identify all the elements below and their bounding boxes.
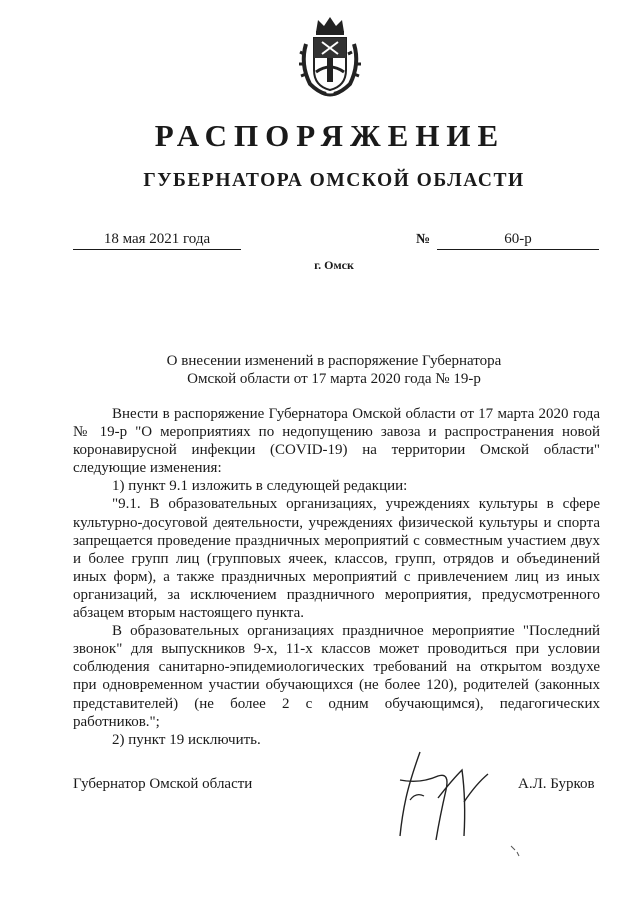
body-paragraph: Внести в распоряжение Губернатора Омской области от 17 марта 2020 года № 19-р "О мероприятиях по недопущению завоза и распространения новой коронавирусной инфекции (COVID-19) на территории Омской области" следующие изменения: [73, 406, 600, 477]
document-type-title: РАСПОРЯЖЕНИЕ [154, 118, 506, 153]
number-sign: № [416, 232, 431, 247]
document-body [73, 405, 600, 749]
signatory-name: А.Л. Бурков [518, 776, 595, 792]
handwritten-signature-icon [380, 740, 500, 848]
city-label: г. Омск [314, 258, 354, 272]
issuer-subtitle: ГУБЕРНАТОРА ОМСКОЙ ОБЛАСТИ [143, 170, 525, 191]
document-number: 60-р [437, 230, 599, 250]
body-paragraph: 1) пункт 9.1 изложить в следующей редакции: [112, 478, 408, 495]
document-date: 18 мая 2021 года [73, 230, 241, 250]
omsk-coat-of-arms-icon [296, 14, 364, 98]
signatory-position: Губернатор Омской области [73, 776, 253, 792]
pen-mark-icon [505, 840, 525, 860]
subject-line-2: Омской области от 17 марта 2020 года № 19-р [187, 371, 481, 387]
body-paragraph: 2) пункт 19 исключить. [112, 731, 261, 748]
body-paragraph: В образовательных организациях праздничное мероприятие "Последний звонок" для выпускников 9-х, 11-х классов может проводиться при условии соблюдения санитарно-эпидемиологических требований на открытом воздухе при одновременном участии обучающихся (не более 120), родителей (законных представителей) (не более 2 с одним обучающимся), педагогических работников."; [73, 623, 600, 730]
subject-line-1: О внесении изменений в распоряжение Губернатора [166, 353, 502, 369]
document-subject [0, 352, 640, 388]
body-paragraph: "9.1. В образовательных организациях, учреждениях культуры в сфере культурно-досуговой деятельности, учреждениях физической культуры и спорта запрещается проведение праздничных мероприятий с совместным участием двух и более групп лиц (групповых ячеек, классов, групп, отрядов и объединений иных форм), а также праздничных мероприятий с привлечением лиц из иных организаций, за исключением праздничного мероприятия, предусмотренного абзацем вторым настоящего пункта. [73, 496, 600, 622]
